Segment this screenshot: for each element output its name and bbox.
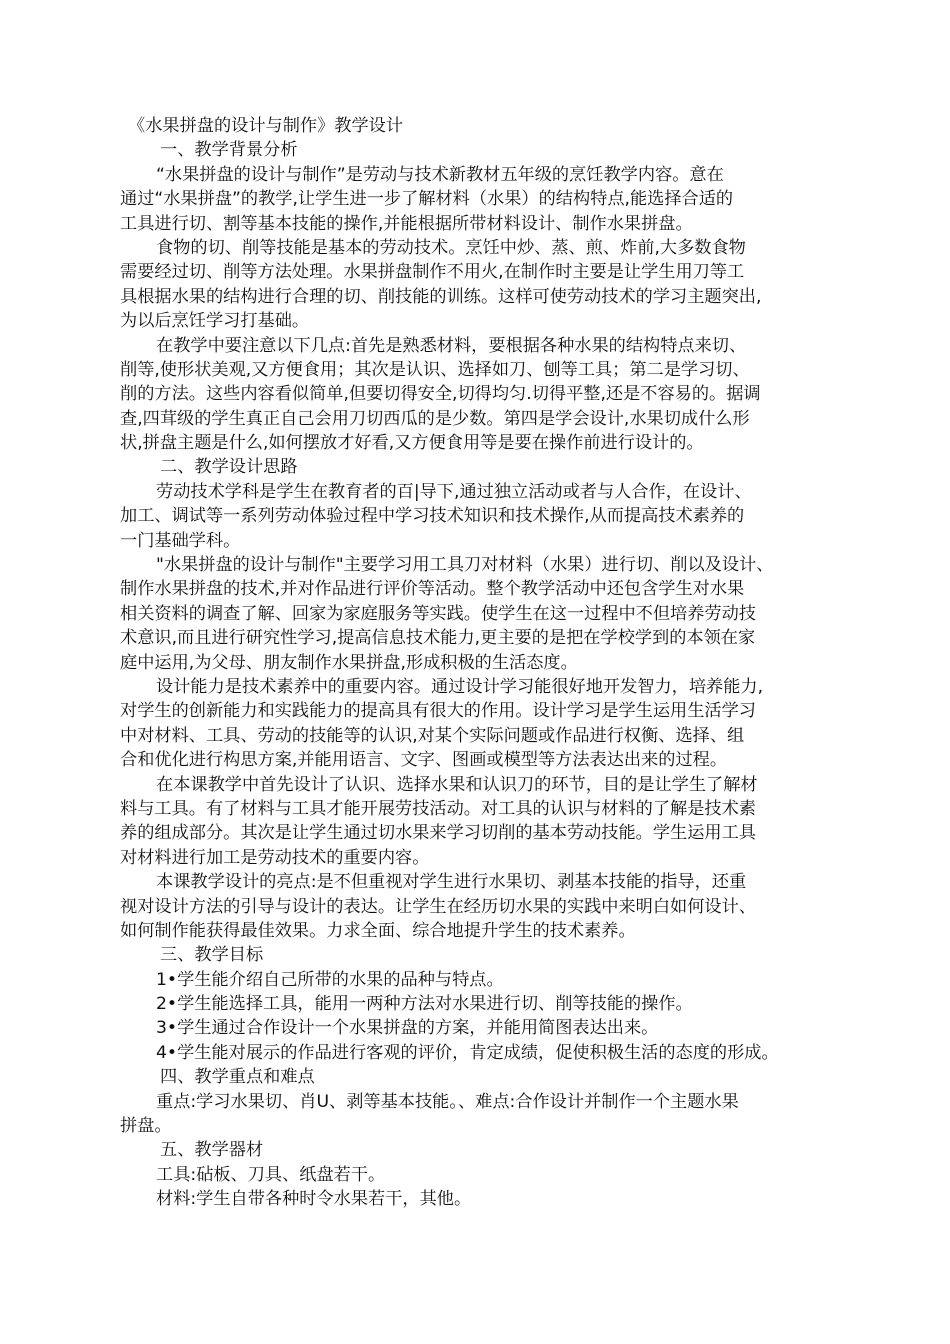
- text-line: 对学生的创新能力和实践能力的提高具有很大的作用。设计学习是学生运用生活学习: [120, 701, 756, 722]
- text-line: 削等,使形状美观,又方便食用；其次是认识、选择如刀、刨等工具；第二是学习切、: [120, 359, 750, 380]
- text-line: 为以后烹饪学习打基础。: [120, 311, 310, 332]
- text-line: 制作水果拼盘的技术,并对作品进行评价等活动。整个教学活动中还包含学生对水果: [120, 579, 745, 600]
- text-line: 工具进行切、割等基本技能的操作,并能根据所带材料设计、制作水果拼盘。: [120, 213, 693, 234]
- text-line: 在教学中要注意以下几点:首先是熟悉材料，要根据各种水果的结构特点来切、: [156, 335, 747, 356]
- text-line: "水果拼盘的设计与制作"主要学习用工具刀对材料（水果）进行切、削以及设计、: [156, 555, 774, 576]
- text-line: 设计能力是技术素养中的重要内容。通过设计学习能很好地开发智力，培养能力,: [156, 676, 764, 697]
- text-line: 料与工具。有了材料与工具才能开展劳技活动。对工具的认识与材料的了解是技术素: [120, 798, 756, 819]
- text-line: 一门基础学科。: [120, 530, 241, 551]
- text-line: 庭中运用,为父母、朋友制作水果拼盘,形成积极的生活态度。: [120, 652, 578, 673]
- text-line: 工具:砧板、刀具、纸盘若干。: [156, 1164, 386, 1185]
- text-line: 相关资料的调查了解、回家为家庭服务等实践。使学生在这一过程中不但培养劳动技: [120, 603, 756, 624]
- text-line: 材料:学生自带各种时令水果若干，其他。: [156, 1189, 472, 1210]
- text-line: 具根据水果的结构进行合理的切、削技能的训练。这样可使劳动技术的学习主题突出,: [120, 286, 762, 307]
- text-line: 3•学生通过合作设计一个水果拼盘的方案，并能用简图表达出来。: [156, 1018, 659, 1039]
- text-line: “水果拼盘的设计与制作”是劳动与技术新教材五年级的烹饪教学内容。意在: [156, 164, 724, 185]
- section-heading: 三、教学目标: [160, 945, 264, 966]
- text-line: 重点:学习水果切、肖U、剥等基本技能。、难点:合作设计并制作一个主题水果: [156, 1091, 739, 1112]
- text-line: 1•学生能介绍自己所带的水果的品种与特点。: [156, 969, 504, 990]
- section-heading: 《水果拼盘的设计与制作》教学设计: [128, 116, 404, 136]
- section-heading: 一、教学背景分析: [160, 140, 298, 161]
- section-heading: 五、教学器材: [160, 1140, 264, 1161]
- text-line: 合和优化进行构思方案,并能用语言、文字、图画或模型等方法表达出来的过程。: [120, 750, 728, 771]
- text-line: 对材料进行加工是劳动技术的重要内容。: [120, 847, 430, 868]
- text-line: 如何制作能获得最佳效果。力求全面、综合地提升学生的技术素养。: [120, 920, 636, 941]
- text-line: 养的组成部分。其次是让学生通过切水果来学习切削的基本劳动技能。学生运用工具: [120, 823, 756, 844]
- text-line: 食物的切、削等技能是基本的劳动技术。烹饪中炒、蒸、煎、炸前,大多数食物: [156, 237, 746, 258]
- section-heading: 四、教学重点和难点: [160, 1067, 315, 1088]
- section-heading: 二、教学设计思路: [160, 457, 298, 478]
- text-line: 拼盘。: [120, 1116, 172, 1137]
- text-line: 通过“水果拼盘”的教学,让学生进一步了解材料（水果）的结构特点,能选择合适的: [120, 189, 734, 210]
- text-line: 2•学生能选择工具，能用一两种方法对水果进行切、削等技能的操作。: [156, 994, 693, 1015]
- text-line: 在本课教学中首先设计了认识、选择水果和认识刀的环节，目的是让学生了解材: [156, 774, 758, 795]
- text-line: 加工、调试等一系列劳动体验过程中学习技术知识和技术操作,从而提高技术素养的: [120, 506, 745, 527]
- document-body: [120, 114, 832, 1212]
- text-line: 状,拼盘主题是什么,如何摆放才好看,又方便食用等是要在操作前进行设计的。: [120, 433, 704, 454]
- text-line: 需要经过切、削等方法处理。水果拼盘制作不用火,在制作时主要是让学生用刀等工: [120, 262, 745, 283]
- text-line: 术意识,而且进行研究性学习,提高信息技术能力,更主要的是把在学校学到的本领在家: [120, 628, 756, 649]
- text-line: 4•学生能对展示的作品进行客观的评价，肯定成绩，促使积极生活的态度的形成。: [156, 1042, 779, 1063]
- text-line: 中对材料、工具、劳动的技能等的认识,对某个实际问题或作品进行权衡、选择、组: [120, 725, 745, 746]
- text-line: 查,四茸级的学生真正自己会用刀切西瓜的是少数。第四是学会设计,水果切成什么形: [120, 408, 750, 429]
- text-line: 本课教学设计的亮点:是不但重视对学生进行水果切、剥基本技能的指导，还重: [156, 872, 747, 893]
- text-line: 劳动技术学科是学生在教育者的百|导下,通过独立活动或者与人合作，在设计、: [156, 481, 752, 502]
- text-line: 视对设计方法的引导与设计的表达。让学生在经历切水果的实践中来明白如何设计、: [120, 896, 756, 917]
- text-line: 削的方法。这些内容看似简单,但要切得安全,切得均匀.切得平整,还是不容易的。据调: [120, 384, 761, 405]
